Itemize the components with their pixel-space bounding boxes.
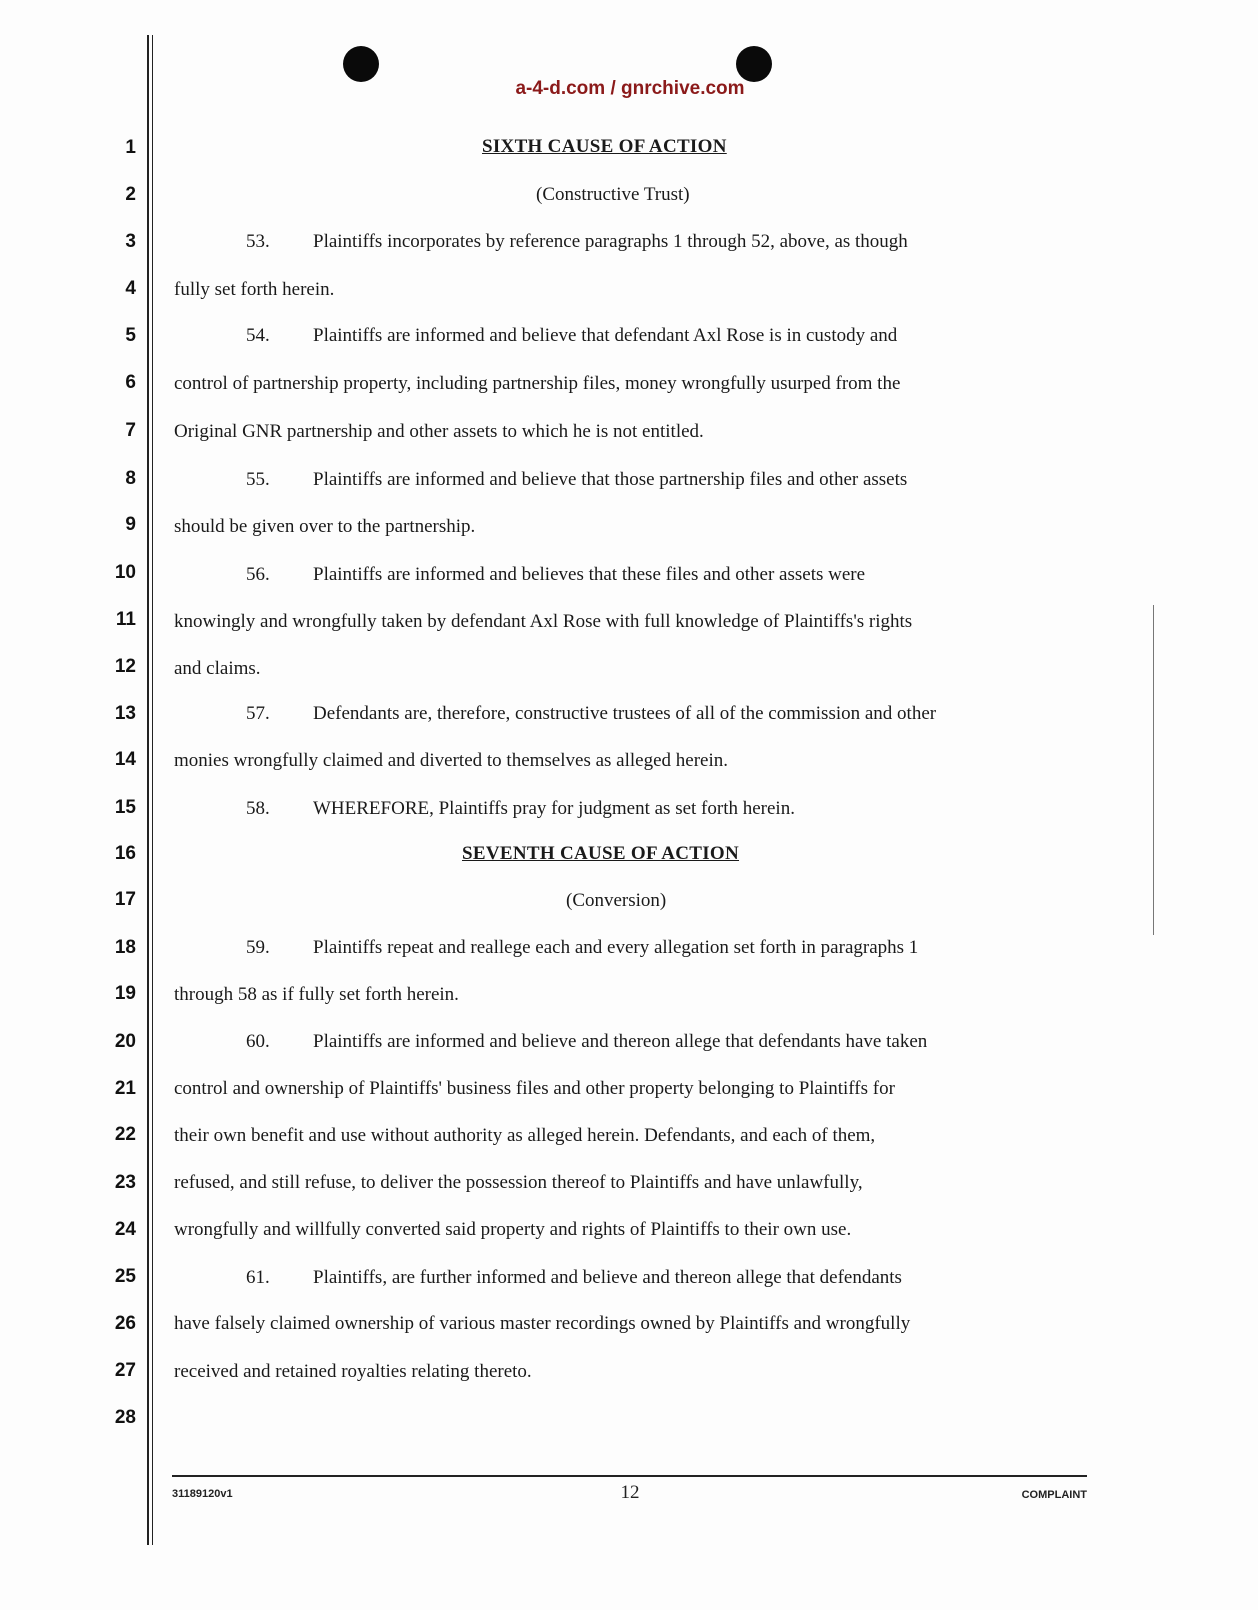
footer-title: COMPLAINT: [1021, 1489, 1087, 1501]
paragraph-line: fully set forth herein.: [174, 279, 335, 300]
line-number: 3: [125, 231, 136, 252]
line-number: 5: [125, 325, 136, 346]
paragraph-line: should be given over to the partnership.: [174, 516, 476, 537]
paragraph-line: their own benefit and use without authority as alleged herein. Defendants, and each of them,: [174, 1125, 876, 1146]
margin-rule: [147, 35, 149, 1545]
paragraph-line: WHEREFORE, Plaintiffs pray for judgment as set forth herein.: [313, 798, 795, 819]
paragraph-number: 60.: [246, 1031, 270, 1052]
line-number: 8: [125, 468, 136, 489]
paragraph-line: control and ownership of Plaintiffs' business files and other property belonging to Plaintiffs for: [174, 1078, 895, 1099]
paragraph-line: Original GNR partnership and other assets to which he is not entitled.: [174, 421, 704, 442]
line-number: 19: [114, 983, 136, 1004]
line-number: 9: [125, 514, 136, 535]
paragraph-line: Defendants are, therefore, constructive trustees of all of the commission and other: [313, 703, 937, 724]
paragraph-line: refused, and still refuse, to deliver the possession thereof to Plaintiffs and have unlawfully,: [174, 1172, 863, 1193]
line-number: 20: [114, 1031, 136, 1052]
watermark: a-4-d.com / gnrchive.com: [515, 78, 745, 99]
paragraph-line: Plaintiffs are informed and believe that defendant Axl Rose is in custody and: [313, 325, 898, 346]
footer-doc-id: 31189120v1: [172, 1488, 233, 1500]
line-number: 17: [114, 889, 136, 910]
footer-page-number: 12: [620, 1482, 640, 1503]
paragraph-number: 59.: [246, 937, 270, 958]
margin-rule-inner: [152, 35, 153, 1545]
paragraph-number: 57.: [246, 703, 270, 724]
paragraph-line: Plaintiffs are informed and believes that these files and other assets were: [313, 564, 866, 585]
line-number: 7: [125, 420, 136, 441]
sixth-cause-heading: SIXTH CAUSE OF ACTION: [482, 136, 727, 157]
line-number: 28: [114, 1407, 136, 1428]
paragraph-line: Plaintiffs, are further informed and believe and thereon allege that defendants: [313, 1267, 902, 1288]
right-margin-mark: [1153, 605, 1154, 935]
line-number: 11: [115, 609, 136, 630]
paragraph-line: have falsely claimed ownership of various master recordings owned by Plaintiffs and wrongfully: [174, 1313, 911, 1334]
line-number: 27: [114, 1360, 136, 1381]
paragraph-line: wrongfully and willfully converted said property and rights of Plaintiffs to their own use.: [174, 1219, 852, 1240]
line-number: 4: [125, 278, 136, 299]
line-number: 24: [114, 1219, 136, 1240]
punch-hole-left: [343, 46, 379, 82]
line-number: 6: [125, 372, 136, 393]
paragraph-line: Plaintiffs incorporates by reference paragraphs 1 through 52, above, as though: [313, 231, 908, 252]
paragraph-number: 56.: [246, 564, 270, 585]
paragraph-number: 53.: [246, 231, 270, 252]
paragraph-number: 61.: [246, 1267, 270, 1288]
paragraph-number: 58.: [246, 798, 270, 819]
paragraph-line: control of partnership property, including partnership files, money wrongfully usurped from the: [174, 373, 901, 394]
paragraph-line: knowingly and wrongfully taken by defendant Axl Rose with full knowledge of Plaintiffs's rights: [174, 611, 913, 632]
paragraph-line: through 58 as if fully set forth herein.: [174, 984, 459, 1005]
footer-rule: [172, 1475, 1087, 1477]
punch-hole-right: [736, 46, 772, 82]
line-number: 13: [114, 703, 136, 724]
paragraph-line: Plaintiffs are informed and believe that those partnership files and other assets: [313, 469, 908, 490]
paragraph-line: Plaintiffs are informed and believe and thereon allege that defendants have taken: [313, 1031, 928, 1052]
paragraph-line: Plaintiffs repeat and reallege each and every allegation set forth in paragraphs 1: [313, 937, 919, 958]
line-number: 12: [114, 656, 136, 677]
paragraph-line: monies wrongfully claimed and diverted to themselves as alleged herein.: [174, 750, 728, 771]
line-number: 18: [114, 937, 136, 958]
line-number: 26: [114, 1313, 136, 1334]
sixth-cause-subheading: (Constructive Trust): [536, 184, 690, 205]
line-number: 15: [114, 797, 136, 818]
paragraph-line: and claims.: [174, 658, 261, 679]
seventh-cause-subheading: (Conversion): [566, 890, 667, 911]
line-number: 21: [114, 1078, 136, 1099]
line-number: 10: [114, 562, 136, 583]
line-number: 1: [125, 137, 136, 158]
line-number: 22: [114, 1124, 136, 1145]
paragraph-number: 55.: [246, 469, 270, 490]
line-number: 2: [125, 184, 136, 205]
line-number: 16: [114, 843, 136, 864]
line-number: 25: [114, 1266, 136, 1287]
paragraph-line: received and retained royalties relating thereto.: [174, 1361, 532, 1382]
seventh-cause-heading: SEVENTH CAUSE OF ACTION: [462, 843, 740, 864]
paragraph-number: 54.: [246, 325, 270, 346]
line-number: 14: [114, 749, 136, 770]
line-number: 23: [114, 1172, 136, 1193]
